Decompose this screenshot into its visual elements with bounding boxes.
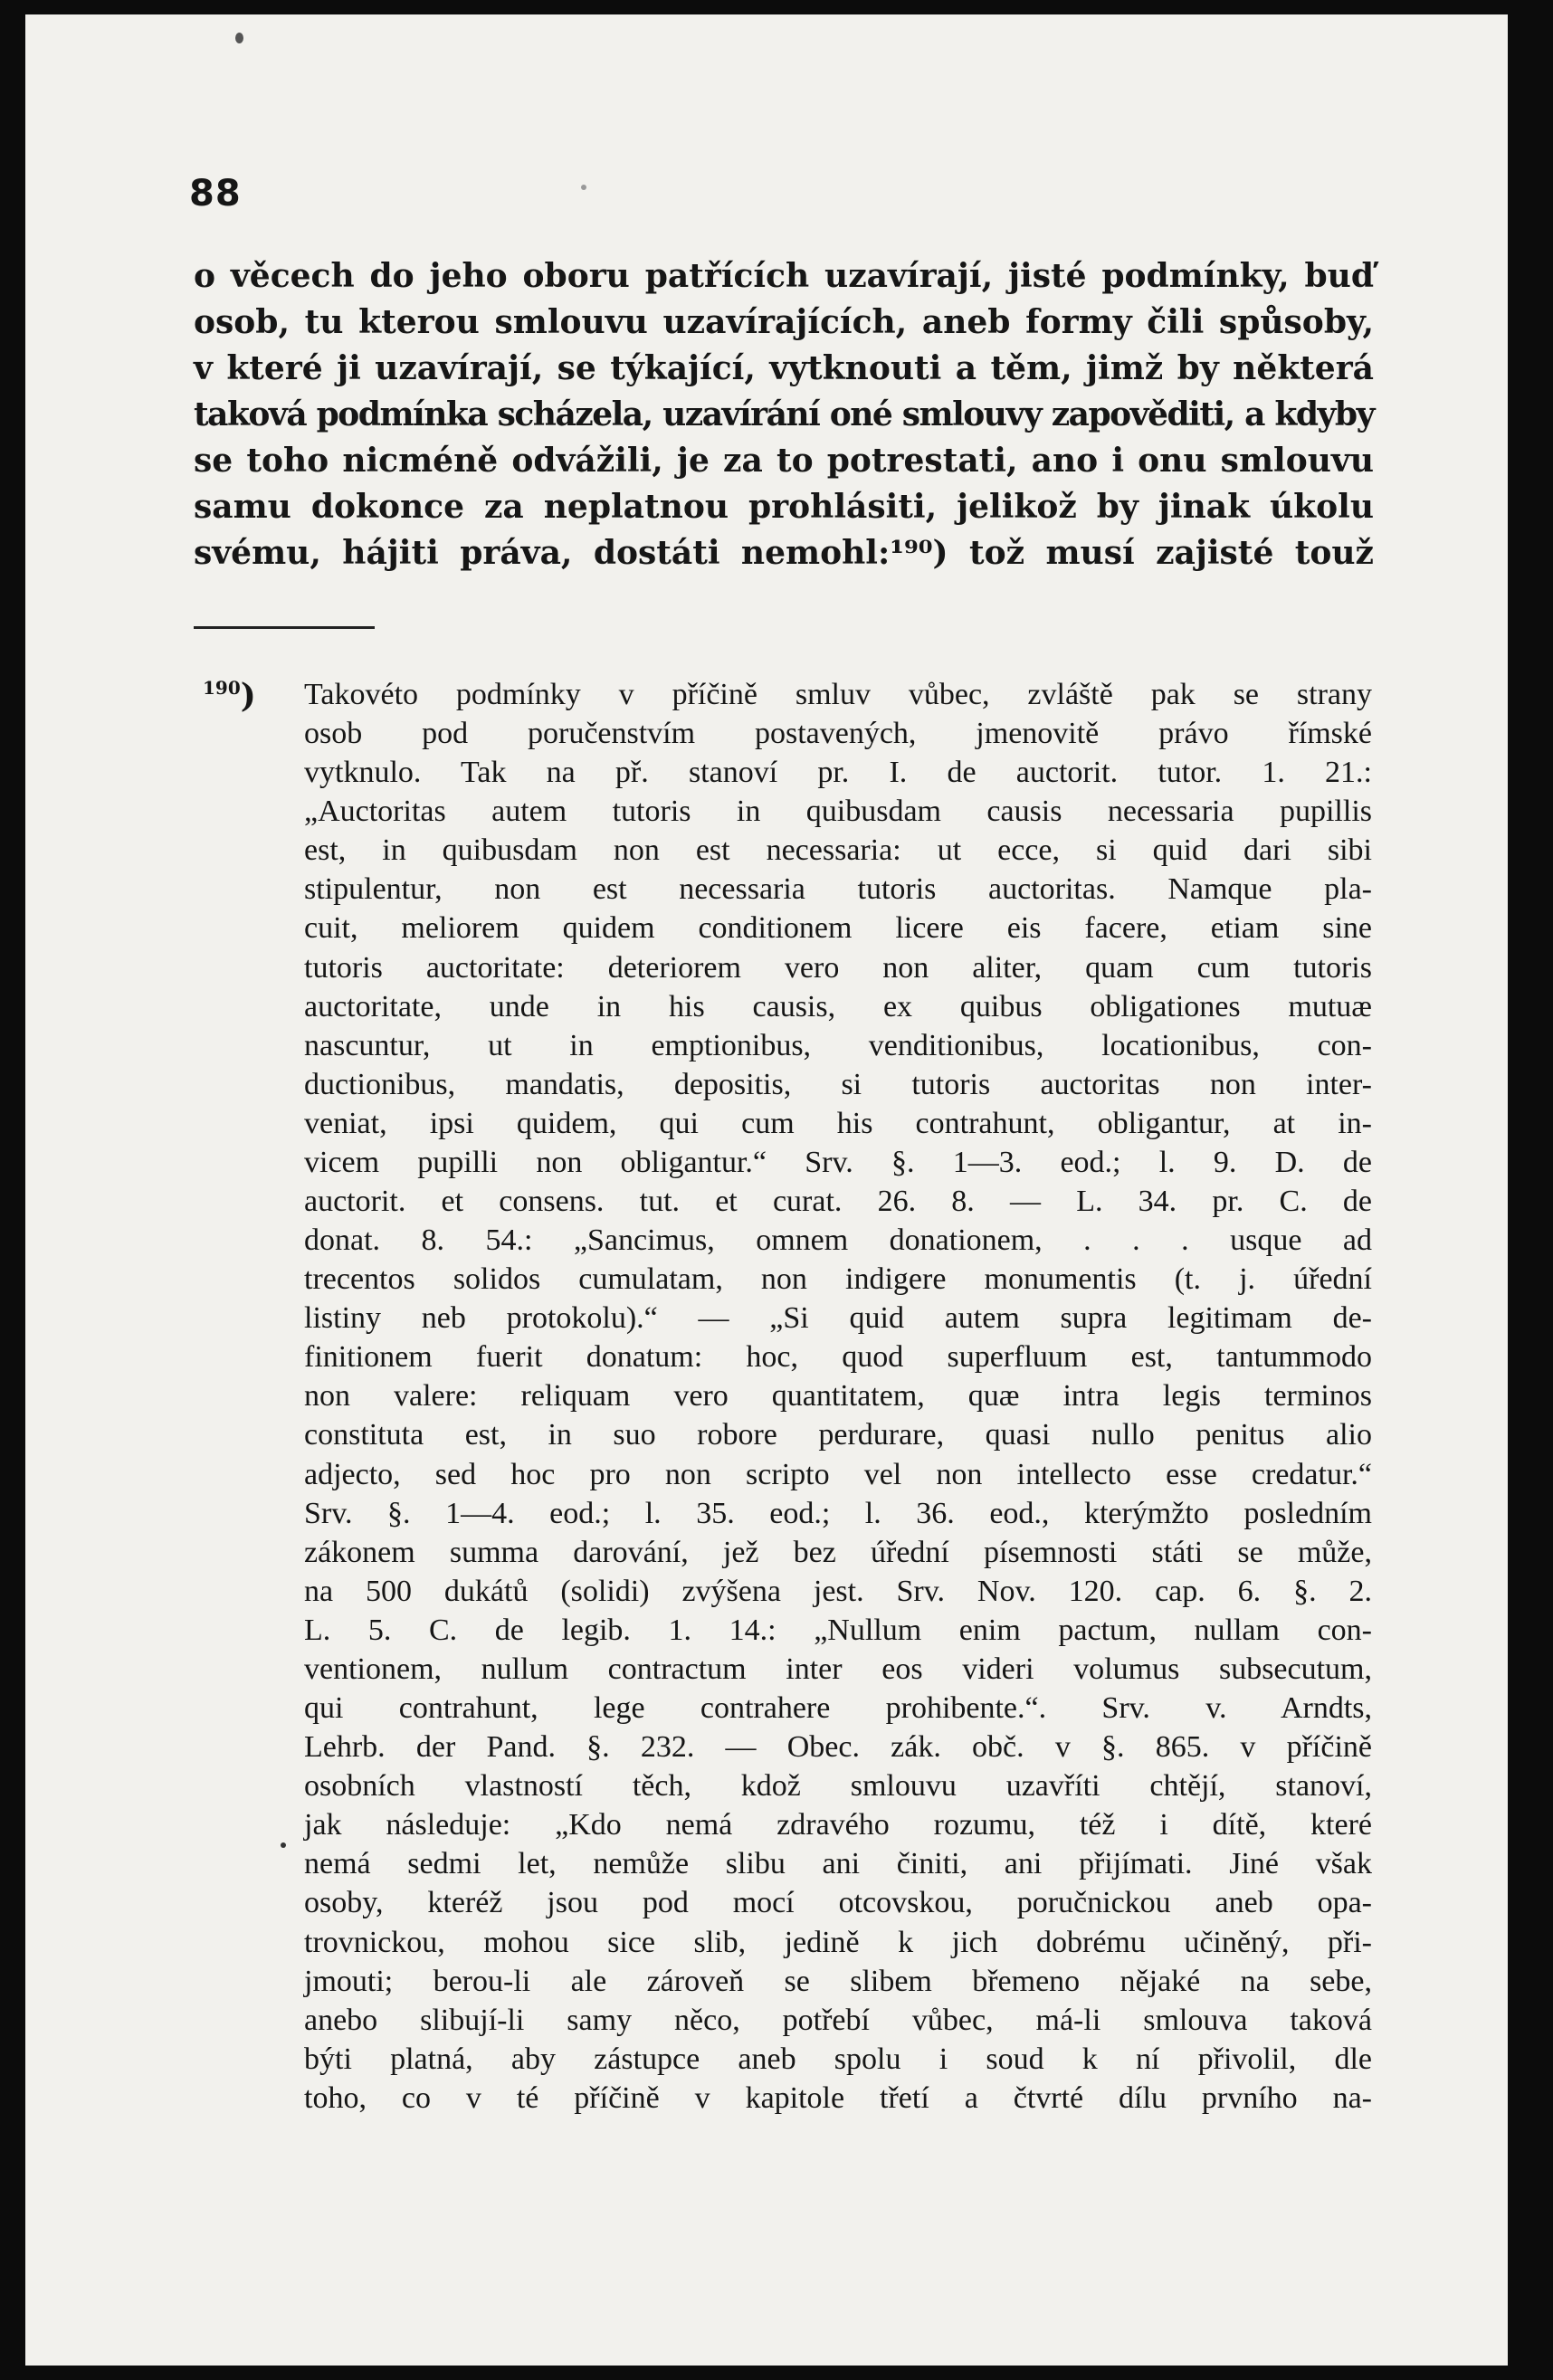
footnote-line: listiny neb protokolu).“ — „Si quid autem supra legitimam de-: [304, 1301, 1372, 1336]
footnote-line: osoby, kteréž jsou pod mocí otcovskou, poručnickou aneb opa-: [304, 1886, 1372, 1920]
footnote-number: 190: [203, 677, 241, 699]
footnote-paren: ): [240, 677, 256, 715]
footnote-line: vicem pupilli non obligantur.“ Srv. §. 1—3. eod.; l. 9. D. de: [304, 1145, 1372, 1179]
body-line: taková podmínka scházela, uzavírání oné smlouvy zapověditi, a kdyby: [194, 395, 1374, 433]
footnote-line: tutoris auctoritate: deteriorem vero non aliter, quam cum tutoris: [304, 950, 1372, 985]
footnote-line: trecentos solidos cumulatam, non indigere monumentis (t. j. úřední: [304, 1262, 1372, 1297]
body-line: se toho nicméně odvážili, je za to potrestati, ano i onu smlouvu: [194, 442, 1374, 480]
footnote-line: donat. 8. 54.: „Sancimus, omnem donationem, . . . usque ad: [304, 1223, 1372, 1258]
footnote-line: nemá sedmi let, nemůže slibu ani činiti, ani přijímati. Jiné však: [304, 1847, 1372, 1881]
footnote: [304, 675, 1372, 2118]
footnote-line: na 500 dukátů (solidi) zvýšena jest. Srv. Nov. 120. cap. 6. §. 2.: [304, 1574, 1372, 1608]
footnote-line: est, in quibusdam non est necessaria: ut ecce, si quid dari sibi: [304, 833, 1372, 868]
footnote-line: nascuntur, ut in emptionibus, venditionibus, locationibus, con-: [304, 1028, 1372, 1062]
footnote-line: non valere: reliquam vero quantitatem, quæ intra legis terminos: [304, 1379, 1372, 1414]
footnote-line: osob pod poručenstvím postavených, jmenovitě právo římské: [304, 717, 1372, 751]
footnote-line: auctorit. et consens. tut. et curat. 26. 8. — L. 34. pr. C. de: [304, 1185, 1372, 1219]
footnote-line: cuit, meliorem quidem conditionem licere eis facere, etiam sine: [304, 911, 1372, 946]
footnote-line: Srv. §. 1—4. eod.; l. 35. eod.; l. 36. eod., kterýmžto posledním: [304, 1496, 1372, 1530]
footnote-line: adjecto, sed hoc pro non scripto vel non intellecto esse credatur.“: [304, 1457, 1372, 1491]
body-paragraph: [194, 253, 1374, 576]
book-page: [25, 14, 1508, 2366]
body-line: svému, hájiti práva, dostáti nemohl:¹⁹⁰) tož musí zajisté touž: [194, 534, 1374, 572]
scan-speck: [235, 33, 243, 43]
footnote-line: finitionem fuerit donatum: hoc, quod superfluum est, tantummodo: [304, 1340, 1372, 1375]
footnote-separator: [194, 626, 375, 629]
footnote-line: qui contrahunt, lege contrahere prohibente.“. Srv. v. Arndts,: [304, 1691, 1372, 1726]
footnote-line: ductionibus, mandatis, depositis, si tutoris auctoritas non inter-: [304, 1067, 1372, 1101]
footnote-line: constituta est, in suo robore perdurare, quasi nullo penitus alio: [304, 1418, 1372, 1452]
footnote-line: ventionem, nullum contractum inter eos videri volumus subsecutum,: [304, 1652, 1372, 1686]
scan-speck: [281, 1842, 286, 1848]
footnote-line: stipulentur, non est necessaria tutoris auctoritas. Namque pla-: [304, 872, 1372, 907]
footnote-line: toho, co v té příčině v kapitole třetí a čtvrté dílu prvního na-: [304, 2080, 1372, 2115]
footnote-line: býti platná, aby zástupce aneb spolu i soud k ní přivolil, dle: [304, 2042, 1372, 2076]
body-line: samu dokonce za neplatnou prohlásiti, jelikož by jinak úkolu: [194, 488, 1374, 526]
footnote-line: Lehrb. der Pand. §. 232. — Obec. zák. obč. v §. 865. v příčině: [304, 1730, 1372, 1765]
footnote-line: osobních vlastností těch, kdož smlouvu uzavříti chtějí, stanoví,: [304, 1769, 1372, 1804]
footnote-line: auctoritate, unde in his causis, ex quibus obligationes mutuæ: [304, 989, 1372, 1023]
body-line: o věcech do jeho oboru patřících uzavírají, jisté podmínky, buď: [194, 257, 1374, 295]
footnote-line: „Auctoritas autem tutoris in quibusdam causis necessaria pupillis: [304, 795, 1372, 829]
body-line: osob, tu kterou smlouvu uzavírajících, aneb formy čili spůsoby,: [194, 303, 1374, 341]
footnote-line: anebo slibují-li samy něco, potřebí vůbec, má-li smlouva taková: [304, 2003, 1372, 2037]
footnote-line: jmouti; berou-li ale zároveň se slibem břemeno nějaké na sebe,: [304, 1964, 1372, 1998]
footnote-line: trovnickou, mohou sice slib, jedině k jich dobrému učiněný, při-: [304, 1925, 1372, 1959]
page-number: 88: [189, 173, 242, 214]
footnote-line: veniat, ipsi quidem, qui cum his contrahunt, obligantur, at in-: [304, 1106, 1372, 1140]
footnote-line: zákonem summa darování, jež bez úřední písemnosti státi se může,: [304, 1535, 1372, 1569]
footnote-line: Takovéto podmínky v příčině smluv vůbec, zvláště pak se strany: [304, 678, 1372, 711]
footnote-marker: [203, 670, 256, 714]
scan-speck: [581, 185, 586, 190]
footnote-line: L. 5. C. de legib. 1. 14.: „Nullum enim pactum, nullam con-: [304, 1613, 1372, 1647]
footnote-line: vytknulo. Tak na př. stanoví pr. I. de auctorit. tutor. 1. 21.:: [304, 756, 1372, 790]
body-line: v které ji uzavírají, se týkající, vytknouti a těm, jimž by některá: [194, 349, 1374, 387]
footnote-line: jak následuje: „Kdo nemá zdravého rozumu, též i dítě, které: [304, 1808, 1372, 1842]
